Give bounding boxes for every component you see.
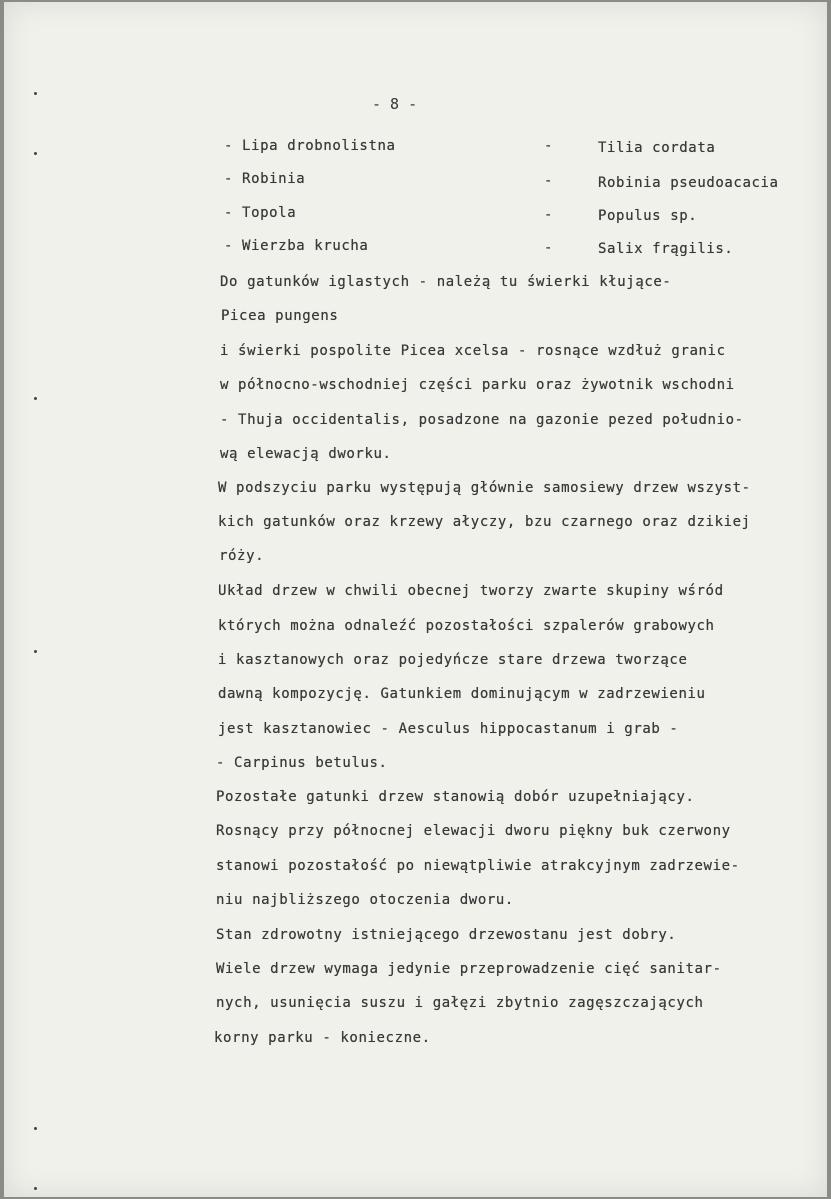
- punch-mark: [34, 1187, 37, 1190]
- body-line: dawną kompozycję. Gatunkiem dominującym w zadrzewieniu: [218, 686, 706, 702]
- species-latin-name: Tilia cordata: [598, 140, 716, 156]
- body-line: Układ drzew w chwili obecnej tworzy zwarte skupiny wśród: [218, 583, 724, 599]
- species-latin-name: Robinia pseudoacacia: [598, 175, 779, 191]
- body-line: - Thuja occidentalis, posadzone na gazonie pezed południo-: [220, 412, 744, 428]
- punch-mark: [34, 152, 37, 155]
- body-line: stanowi pozostałość po niewątpliwie atrakcyjnym zadrzewie-: [216, 858, 740, 874]
- punch-mark: [34, 650, 37, 653]
- body-line: Stan zdrowotny istniejącego drzewostanu jest dobry.: [216, 927, 677, 943]
- body-line: i świerki pospolite Picea xcelsa - rosnące wzdłuż granic: [220, 343, 726, 359]
- body-line: W podszyciu parku występują głównie samosiewy drzew wszyst-: [218, 480, 751, 496]
- body-line: Rosnący przy północnej elewacji dworu piękny buk czerwony: [216, 823, 731, 839]
- body-line: Wiele drzew wymaga jedynie przeprowadzenie cięć sanitar-: [216, 961, 722, 977]
- species-dash: -: [544, 207, 554, 223]
- page-number: - 8 -: [372, 95, 418, 113]
- species-latin-name: Populus sp.: [598, 208, 698, 224]
- body-line: jest kasztanowiec - Aesculus hippocastanum i grab -: [218, 721, 679, 737]
- body-line: róży.: [219, 548, 265, 564]
- body-line: wą elewacją dworku.: [220, 446, 392, 462]
- species-polish-name: - Robinia: [224, 171, 306, 187]
- body-line: korny parku - konieczne.: [214, 1030, 431, 1046]
- punch-mark: [34, 1127, 37, 1130]
- body-line: i kasztanowych oraz pojedyńcze stare drzewa tworzące: [218, 652, 688, 668]
- species-polish-name: - Wierzba krucha: [224, 238, 369, 254]
- body-line: - Carpinus betulus.: [216, 755, 388, 771]
- species-polish-name: - Lipa drobnolistna: [224, 138, 396, 154]
- body-line: Picea pungens: [221, 308, 339, 324]
- body-line: Do gatunków iglastych - należą tu świerki kłujące-: [220, 274, 672, 290]
- body-line: nych, usunięcia suszu i gałęzi zbytnio zagęszczających: [216, 995, 704, 1011]
- document-page: [4, 2, 827, 1197]
- body-line: kich gatunków oraz krzewy ałyczy, bzu czarnego oraz dzikiej: [218, 514, 751, 530]
- species-polish-name: - Topola: [224, 205, 297, 221]
- body-line: których można odnaleźć pozostałości szpalerów grabowych: [218, 618, 715, 634]
- body-line: niu najbliższego otoczenia dworu.: [216, 892, 514, 908]
- punch-mark: [34, 397, 37, 400]
- punch-mark: [34, 92, 37, 95]
- body-line: w północno-wschodniej części parku oraz żywotnik wschodni: [220, 377, 735, 393]
- species-latin-name: Salix frągilis.: [598, 241, 734, 257]
- species-dash: -: [544, 173, 554, 189]
- body-line: Pozostałe gatunki drzew stanowią dobór uzupełniający.: [216, 789, 695, 805]
- species-dash: -: [544, 138, 554, 154]
- species-dash: -: [544, 240, 554, 256]
